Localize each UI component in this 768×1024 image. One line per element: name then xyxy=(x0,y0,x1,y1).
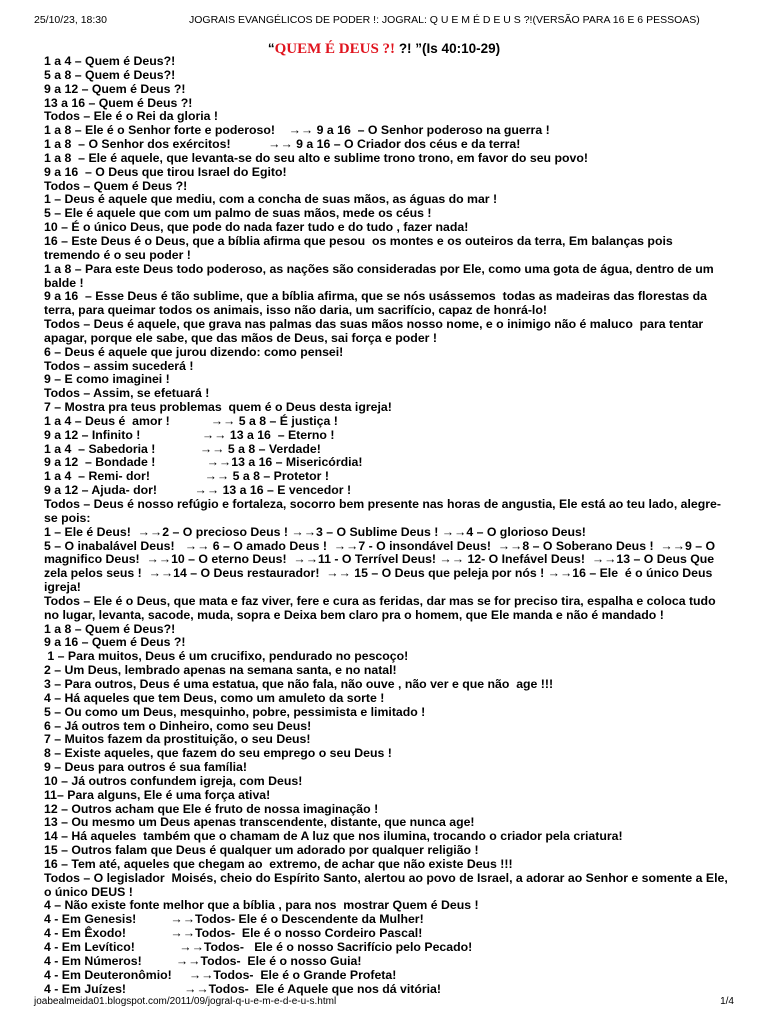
text-line: 7 – Muitos fazem da prostituição, o seu Deus! xyxy=(44,732,311,747)
text-line: 3 – Para outros, Deus é uma estatua, que não fala, não ouve , não ver e que não age !!! xyxy=(44,676,554,691)
title-red-text: QUEM É DEUS ?! xyxy=(274,41,396,57)
text-line: 7 – Mostra pra teus problemas quem é o Deus desta igreja! xyxy=(44,400,392,415)
text-line: 9 a 16 – Esse Deus é tão sublime, que a bíblia afirma, que se nós usássemos todas as madeiras das florestas da terra, para queimar todos os animais, isso não daria, um sacrifício, capaz de honrá-lo! xyxy=(44,289,711,318)
print-page-title: JOGRAIS EVANGÉLICOS DE PODER !: JOGRAL: Q U E M É D E U S ?!(VERSÃO PARA 16 E 6 PESSOAS) xyxy=(189,14,700,26)
text-line: 10 – É o único Deus, que pode do nada fazer tudo e do tudo , fazer nada! xyxy=(44,220,469,235)
text-line: 4 – Não existe fonte melhor que a bíblia , para nos mostrar Quem é Deus ! xyxy=(44,898,479,913)
text-line: 4 - Em Levítico! →→Todos- Ele é o nosso Sacrifício pelo Pecado! xyxy=(44,940,473,954)
text-line: 8 – Existe aqueles, que fazem do seu emprego o seu Deus ! xyxy=(44,746,392,761)
text-line: Todos – O legislador Moisés, cheio do Espírito Santo, alertou ao povo de Israel, a adorar ao Senhor e somente a Ele, o único DEUS ! xyxy=(44,870,732,899)
text-line: Todos – Assim, se efetuará ! xyxy=(44,386,210,401)
text-line: 9 – E como imaginei ! xyxy=(44,372,170,387)
text-line: 14 – Há aqueles também que o chamam de A luz que nos ilumina, trocando o criador pela criatura! xyxy=(44,829,623,844)
text-line: 9 a 16 – Quem é Deus ?! xyxy=(44,635,186,650)
text-line: 13 a 16 – Quem é Deus ?! xyxy=(44,95,193,110)
text-line: 1 a 4 – Remi- dor! →→ 5 a 8 – Protetor ! xyxy=(44,469,329,484)
text-line: 5 – O inabalável Deus! →→ 6 – O amado Deus ! →→7 - O insondável Deus! →→8 – O Soberano Deus ! →→9 – O magnifico Deus! →→10 – O eterno Deus! →→11 - O Terrível Deus! →→ 12- O Inefável Deus! →→13 – O Deus Que zela pelos seus ! →→14 – O Deus restaurador! →→ 15 – O Deus que peleja por nós ! →→16 – Ele é o único Deus igreja! xyxy=(44,538,719,595)
text-line: 4 - Em Juízes! →→Todos- Ele é Aquele que nos dá vitória! xyxy=(44,981,441,996)
text-line: 1 – Deus é aquele que mediu, com a concha de suas mãos, as águas do mar ! xyxy=(44,192,498,207)
text-line: 9 a 12 – Quem é Deus ?! xyxy=(44,81,186,96)
footer-url: joabealmeida01.blogspot.com/2011/09/jogral-q-u-e-m-e-d-e-u-s.html xyxy=(34,996,337,1007)
print-datetime: 25/10/23, 18:30 xyxy=(34,14,107,26)
text-line: 5 – Ele é aquele que com um palmo de suas mãos, mede os céus ! xyxy=(44,206,432,221)
footer-page-number: 1/4 xyxy=(720,996,734,1007)
text-line: 4 - Em Deuteronômio! →→Todos- Ele é o Grande Profeta! xyxy=(44,967,397,982)
text-line: 4 - Em Êxodo! →→Todos- Ele é o nosso Cordeiro Pascal! xyxy=(44,926,423,941)
text-line: 9 – Deus para outros é sua família! xyxy=(44,760,247,775)
text-line: 1 a 4 – Quem é Deus?! xyxy=(44,54,176,68)
title-open-quote: “ xyxy=(267,41,275,56)
text-line: 5 a 8 – Quem é Deus?! xyxy=(44,67,176,82)
text-line: 1 a 4 – Deus é amor ! →→ 5 a 8 – É justiça ! xyxy=(44,413,338,428)
text-line: 1 a 8 – Ele é o Senhor forte e poderoso! →→ 9 a 16 – O Senhor poderoso na guerra ! xyxy=(44,123,550,138)
text-line: 4 - Em Números! →→Todos- Ele é o nosso Guia! xyxy=(44,953,362,968)
text-line: 16 – Este Deus é o Deus, que a bíblia afirma que pesou os montes e os outeiros da terra, Em balanças pois tremendo é o seu poder ! xyxy=(44,233,677,262)
text-line: Todos – assim sucederá ! xyxy=(44,358,194,373)
text-line: 1 – Para muitos, Deus é um crucifixo, pendurado no pescoço! xyxy=(44,649,409,664)
text-line: 1 a 8 – O Senhor dos exércitos! →→ 9 a 16 – O Criador dos céus e da terra! xyxy=(44,137,521,152)
text-line: 4 – Há aqueles que tem Deus, como um amuleto da sorte ! xyxy=(44,690,385,705)
text-line: Todos – Deus é aquele, que grava nas palmas das suas mãos nosso nome, e o inimigo não é maluco para tentar apagar, porque ele sabe, que das mãos de Deus, sai força e poder ! xyxy=(44,317,707,345)
text-line: 1 a 4 – Sabedoria ! →→ 5 a 8 – Verdade! xyxy=(44,441,321,456)
text-line: 9 a 12 – Infinito ! →→ 13 a 16 – Eterno ! xyxy=(44,427,335,442)
text-line: 6 – Deus é aquele que jurou dizendo: como pensei! xyxy=(44,344,344,359)
text-line: 11– Para alguns, Ele é uma força ativa! xyxy=(44,787,271,802)
text-line: 4 - Em Genesis! →→Todos- Ele é o Descendente da Mulher! xyxy=(44,912,424,927)
text-line: 15 – Outros falam que Deus é qualquer um adorado por qualquer religião ! xyxy=(44,843,479,858)
jogral-text xyxy=(44,55,730,996)
text-line: Todos – Deus é nosso refúgio e fortaleza, socorro bem presente nas horas de angustia, Ele está ao teu lado, alegre-se pois: xyxy=(44,497,721,525)
text-line: 1 a 8 – Para este Deus todo poderoso, as nações são consideradas por Ele, como uma gota de água, dentro de um balde ! xyxy=(44,261,718,290)
text-line: 2 – Um Deus, lembrado apenas na semana santa, e no natal! xyxy=(44,663,397,678)
text-line: 9 a 12 – Bondade ! →→13 a 16 – Misericórdia! xyxy=(44,455,363,470)
title-reference: ?! ”(Is 40:10-29) xyxy=(395,41,501,56)
text-line: 1 – Ele é Deus! →→2 – O precioso Deus ! →→3 – O Sublime Deus ! →→4 – O glorioso Deus! xyxy=(44,524,586,539)
text-line: 1 a 8 – Quem é Deus?! xyxy=(44,621,176,636)
text-line: 9 a 12 – Ajuda- dor! →→ 13 a 16 – E vencedor ! xyxy=(44,483,352,498)
text-line: 13 – Ou mesmo um Deus apenas transcendente, distante, que nunca age! xyxy=(44,815,475,830)
text-line: 10 – Já outros confundem igreja, com Deus! xyxy=(44,773,303,788)
text-line: Todos – Quem é Deus ?! xyxy=(44,178,188,193)
text-line: Todos – Ele é o Deus, que mata e faz viver, fere e cura as feridas, dar mas se for preciso tira, espalha e coloca tudo no lugar, levanta, sacode, muda, sopra e Deixa bem claro pra o homem, que Ele manda e não é mandado ! xyxy=(44,593,720,622)
text-line: Todos – Ele é o Rei da gloria ! xyxy=(44,109,219,124)
text-line: 16 – Tem até, aqueles que chegam ao extremo, de achar que não existe Deus !!! xyxy=(44,856,513,871)
text-line: 1 a 8 – Ele é aquele, que levanta-se do seu alto e sublime trono trono, em favor do seu povo! xyxy=(44,150,588,165)
text-line: 6 – Já outros tem o Dinheiro, como seu Deus! xyxy=(44,718,312,733)
text-line: 9 a 16 – O Deus que tirou Israel do Egito! xyxy=(44,164,287,179)
text-line: 12 – Outros acham que Ele é fruto de nossa imaginação ! xyxy=(44,801,379,816)
text-line: 5 – Ou como um Deus, mesquinho, pobre, pessimista e limitado ! xyxy=(44,704,426,719)
